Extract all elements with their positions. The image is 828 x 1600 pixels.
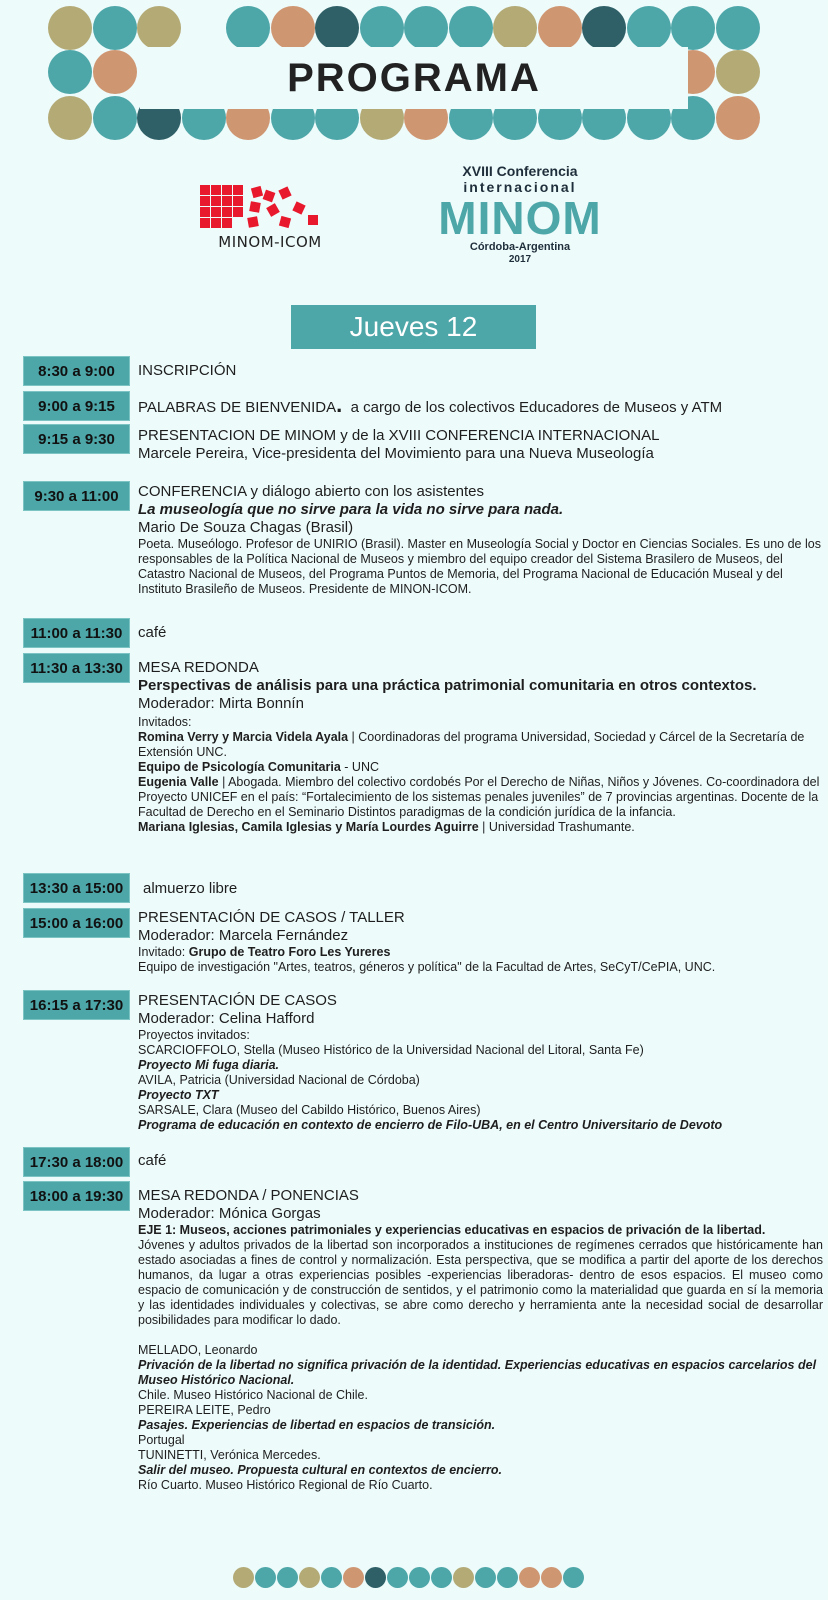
decorative-dot	[497, 1567, 518, 1588]
title-band	[140, 47, 688, 109]
guest	[138, 775, 823, 820]
item-invited	[138, 945, 823, 960]
item-title: PALABRAS DE BIENVENIDA	[138, 399, 337, 416]
decorative-dot	[519, 1567, 540, 1588]
time-slot: 11:00 a 11:30	[23, 618, 130, 648]
page-title: PROGRAMA	[287, 55, 541, 100]
talk-author: TUNINETTI, Verónica Mercedes.	[138, 1448, 321, 1462]
time-slot: 11:30 a 13:30	[23, 653, 130, 683]
project-author: SARSALE, Clara (Museo del Cabildo Histórico, Buenos Aires)	[138, 1103, 481, 1117]
decorative-dot	[343, 1567, 364, 1588]
decorative-dot	[93, 50, 137, 94]
item-axis-text: Jóvenes y adultos privados de la libertad son incorporados a instituciones de regímenes cerrados que históricamente han estado asociadas a fines de control y normalización. Esta perspectiva, que se modifica a partir del aporte de los derechos humanos, da lugar a otras experiencias posibles -experiencias liberadoras- dentro de esos espacios. El museo como espacio de comunicación y de construcción de sentidos, y el patrimonio como la materialidad que guarda en sí la memoria y las identidades individuales y colectivas, se abre como derecho y herramienta ante la necesidad social de desarrollar posibilidades para modificar lo dado.	[138, 1238, 823, 1327]
item-moderator: Moderador: Mónica Gorgas	[138, 1205, 321, 1222]
decorative-dot	[315, 6, 359, 50]
decorative-dot	[299, 1567, 320, 1588]
project-author: AVILA, Patricia (Universidad Nacional de Córdoba)	[138, 1073, 420, 1087]
decorative-dot	[582, 6, 626, 50]
decorative-dot	[387, 1567, 408, 1588]
guest	[138, 760, 823, 775]
decorative-dot	[475, 1567, 496, 1588]
logo-year: 2017	[508, 254, 532, 265]
talk-author: MELLADO, Leonardo	[138, 1343, 258, 1357]
item-title: almuerzo libre	[143, 880, 238, 897]
decorative-dot	[48, 50, 92, 94]
item-title: PRESENTACION DE MINOM y de la XVIII CONFERENCIA INTERNACIONAL	[138, 427, 660, 444]
guest-desc: | Abogada. Miembro del colectivo cordobés Por el Derecho de Niñas, Niños y Jóvenes. Co-coordinadora del Proyecto UNICEF en el país: “Fortalecimiento de los sistemas penales juveniles” de 7 provincias argentinas. Docente de la Facultad de Derecho en el Seminario Distintos paradigmas de la condición jurídica de la infancia.	[138, 775, 820, 819]
decorative-dot	[716, 6, 760, 50]
time-slot: 9:30 a 11:00	[23, 481, 130, 511]
decorative-dot	[271, 6, 315, 50]
project-title: Proyecto Mi fuga diaria.	[138, 1058, 280, 1072]
time-slot: 15:00 a 16:00	[23, 908, 130, 938]
item-subtitle: La museología que no sirve para la vida no sirve para nada.	[138, 501, 564, 518]
decorative-dot	[226, 6, 270, 50]
day-heading: Jueves 12	[291, 305, 536, 349]
decorative-dot	[182, 6, 226, 50]
item-detail: Equipo de investigación "Artes, teatros, géneros y política" de la Facultad de Artes, SeCyT/CePIA, UNC.	[138, 960, 716, 974]
time-slot: 8:30 a 9:00	[23, 356, 130, 386]
decorative-dot	[563, 1567, 584, 1588]
decorative-dot	[627, 6, 671, 50]
red-squares-icon	[200, 185, 340, 231]
schedule-item	[138, 362, 823, 380]
item-bio: Poeta. Museólogo. Profesor de UNIRIO (Brasil). Master en Museología Social y Doctor en Ciencias Sociales. Es uno de los responsables de la Política Nacional de Museos y miembro del equipo creador del Sistema Brasilero de Museos, del Catastro Nacional de Museos, del Programa Puntos de Memoria, del Programa Nacional de Educación Museal y del Instituto Brasileño de Museos. Presidente de MINON-ICOM.	[138, 537, 821, 596]
guest-name: Equipo de Psicología Comunitaria	[138, 760, 341, 774]
guest	[138, 730, 823, 760]
footer-dots	[233, 1567, 603, 1591]
time-slot: 18:00 a 19:30	[23, 1181, 130, 1211]
schedule-item	[138, 483, 823, 597]
item-title: MESA REDONDA	[138, 659, 259, 676]
logo-place: Córdoba-Argentina	[469, 241, 571, 253]
item-title: café	[138, 624, 167, 641]
guest-name: Romina Verry y Marcia Videla Ayala	[138, 730, 349, 744]
guest-desc: | Universidad Trashumante.	[478, 820, 635, 834]
decorative-dot	[365, 1567, 386, 1588]
subtitle-text: Perspectivas de análisis para una práctica patrimonial comunitaria en otros contextos.	[138, 677, 757, 694]
schedule-item	[138, 909, 823, 975]
item-title: PRESENTACIÓN DE CASOS / TALLER	[138, 909, 405, 926]
talk-title: Salir del museo. Propuesta cultural en contextos de encierro.	[138, 1463, 502, 1477]
decorative-dot	[538, 6, 582, 50]
talk-place: Río Cuarto. Museo Histórico Regional de Río Cuarto.	[138, 1478, 433, 1492]
item-title: café	[138, 1152, 167, 1169]
schedule-item	[138, 659, 823, 835]
decorative-dot	[93, 6, 137, 50]
talk-place: Portugal	[138, 1433, 185, 1447]
decorative-dot	[404, 6, 448, 50]
time-slot: 13:30 a 15:00	[23, 873, 130, 903]
schedule-item	[138, 992, 823, 1133]
decorative-dot	[541, 1567, 562, 1588]
talk-place: Chile. Museo Histórico Nacional de Chile.	[138, 1388, 368, 1402]
schedule-item	[138, 624, 823, 642]
decorative-dot	[409, 1567, 430, 1588]
decorative-dot	[321, 1567, 342, 1588]
time-slot: 9:15 a 9:30	[23, 424, 130, 454]
decorative-dot	[671, 6, 715, 50]
schedule-item	[138, 1187, 823, 1493]
time-slot: 16:15 a 17:30	[23, 990, 130, 1020]
item-moderator: Moderador: Mirta Bonnín	[138, 695, 304, 712]
decorative-dot	[48, 96, 92, 140]
decorative-dot	[431, 1567, 452, 1588]
item-speaker: Mario De Souza Chagas (Brasil)	[138, 519, 354, 536]
invited-prefix: Invitado:	[138, 945, 189, 959]
decorative-dot	[93, 96, 137, 140]
decorative-dot	[255, 1567, 276, 1588]
minom-conference-logo	[430, 163, 610, 273]
time-slot: 17:30 a 18:00	[23, 1147, 130, 1177]
item-title: MESA REDONDA / PONENCIAS	[138, 1187, 359, 1204]
minom-icom-logo	[200, 185, 340, 255]
talk-author: PEREIRA LEITE, Pedro	[138, 1403, 271, 1417]
schedule-item	[143, 880, 828, 898]
guest-name: Eugenia Valle	[138, 775, 219, 789]
project-title: Proyecto TXT	[138, 1088, 219, 1102]
decorative-dot	[277, 1567, 298, 1588]
decorative-dot	[48, 6, 92, 50]
icom-caption: MINOM-ICOM	[218, 233, 322, 251]
item-moderator: Moderador: Marcela Fernández	[138, 927, 349, 944]
guest-desc: - UNC	[340, 760, 380, 774]
item-title: CONFERENCIA y diálogo abierto con los asistentes	[138, 483, 484, 500]
invited-label: Proyectos invitados:	[138, 1028, 250, 1042]
project-title: Programa de educación en contexto de encierro de Filo-UBA, en el Centro Universitario de Devoto	[138, 1118, 723, 1132]
guest-desc: | Coordinadoras del programa Universidad, Sociedad y Cárcel de la Secretaría de Extensión UNC.	[138, 730, 805, 759]
item-detail: a cargo de los colectivos Educadores de Museos y ATM	[350, 399, 723, 416]
decorative-dot	[233, 1567, 254, 1588]
item-title: PRESENTACIÓN DE CASOS	[138, 992, 337, 1009]
talk-title: Pasajes. Experiencias de libertad en espacios de transición.	[138, 1418, 496, 1432]
item-axis: EJE 1: Museos, acciones patrimoniales y experiencias educativas en espacios de privación de la libertad.	[138, 1223, 766, 1237]
decorative-dot	[453, 1567, 474, 1588]
project-author: SCARCIOFFOLO, Stella (Museo Histórico de la Universidad Nacional del Litoral, Santa Fe)	[138, 1043, 644, 1057]
item-moderator: Moderador: Celina Hafford	[138, 1010, 315, 1027]
logo-name: MINOM	[438, 192, 602, 244]
decorative-dot	[137, 6, 181, 50]
invited-label: Invitados:	[138, 715, 192, 729]
decorative-dot	[449, 6, 493, 50]
guest-name: Mariana Iglesias, Camila Iglesias y María Lourdes Aguirre	[138, 820, 479, 834]
schedule-item	[138, 427, 823, 463]
decorative-dot	[360, 6, 404, 50]
guest	[138, 820, 823, 835]
time-slot: 9:00 a 9:15	[23, 391, 130, 421]
schedule-item	[138, 1152, 823, 1170]
schedule-item: PALABRAS DE BIENVENIDA. a cargo de los colectivos Educadores de Museos y ATM	[138, 392, 723, 417]
decorative-dot	[716, 50, 760, 94]
item-detail: Marcele Pereira, Vice-presidenta del Movimiento para una Nueva Museología	[138, 445, 654, 462]
item-subtitle	[138, 677, 823, 713]
logo-line-1: XVIII Conferencia	[462, 163, 578, 179]
item-title: INSCRIPCIÓN	[138, 362, 237, 379]
talk-title: Privación de la libertad no significa privación de la identidad. Experiencias educativas en espacios carcelarios del Museo Histórico Nacional.	[138, 1358, 817, 1387]
logo-line-2: internacional	[463, 179, 577, 195]
invited-name: Grupo de Teatro Foro Les Yureres	[188, 945, 391, 959]
decorative-dot	[493, 6, 537, 50]
decorative-dot	[716, 96, 760, 140]
